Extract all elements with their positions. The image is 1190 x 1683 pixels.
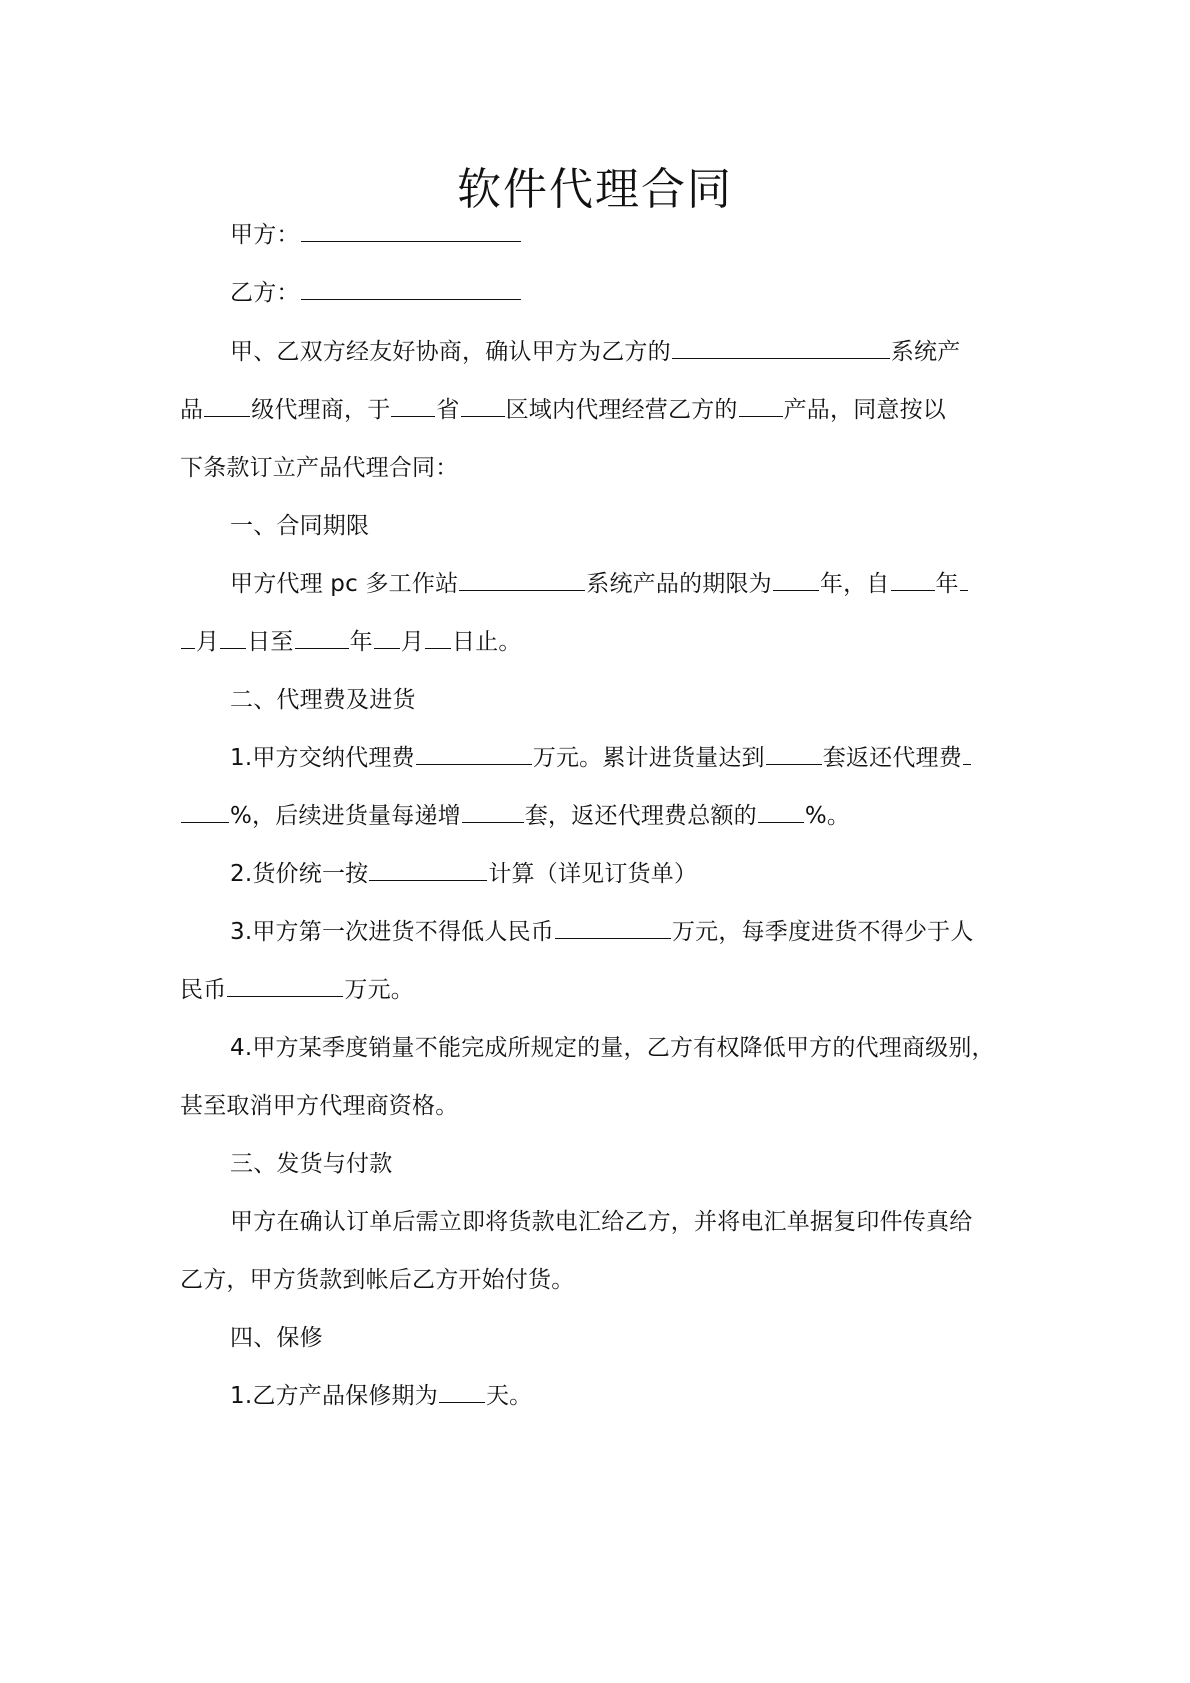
- increment-sets-blank: [462, 821, 524, 823]
- start-month-blank: [181, 647, 195, 649]
- section-2-item-4-line-1: 4.甲方某季度销量不能完成所规定的量，乙方有权降低甲方的代理商级别，: [230, 1035, 995, 1061]
- section-text: 甲方代理 pc 多工作站: [230, 571, 459, 597]
- intro-text: 甲、乙双方经友好协商，确认甲方为乙方的: [230, 339, 671, 365]
- section-1-line-1: [230, 567, 1020, 601]
- intro-line-1: [230, 335, 1020, 369]
- system-name-blank: [672, 357, 890, 359]
- intro-text: 省: [436, 397, 460, 423]
- document-title: 软件代理合同: [457, 164, 733, 215]
- section-2-item-1-line-2: [180, 799, 1020, 833]
- intro-text: 产品，同意按以: [783, 397, 947, 423]
- party-b-label: 乙方：: [230, 280, 300, 306]
- start-month-blank-part: [960, 589, 968, 591]
- section-text: 万元，每季度进货不得少于人: [671, 919, 974, 945]
- section-text: 套，返还代理费总额的: [524, 803, 757, 829]
- sets-blank: [766, 763, 822, 765]
- section-4-item-1: [230, 1379, 1020, 1413]
- years-blank: [773, 589, 819, 591]
- system-blank: [459, 589, 585, 591]
- end-day-blank: [425, 647, 451, 649]
- intro-text: 系统产: [890, 339, 961, 365]
- section-text: 日止。: [452, 629, 522, 655]
- refund-percent-blank: [181, 821, 229, 823]
- section-text: %。: [804, 803, 851, 829]
- intro-text: 区域内代理经营乙方的: [505, 397, 738, 423]
- section-2-item-3-line-2: [180, 973, 1020, 1007]
- section-1-heading: 一、合同期限: [230, 513, 370, 539]
- party-a-label: 甲方：: [230, 222, 300, 248]
- section-text: 套返还代理费: [822, 745, 962, 771]
- section-1-line-2: [180, 625, 1020, 659]
- section-text: 日至: [247, 629, 294, 655]
- section-2-heading: 二、代理费及进货: [230, 687, 416, 713]
- intro-text: 品: [180, 397, 204, 423]
- section-2-item-4-line-2: 甚至取消甲方代理商资格。: [180, 1093, 459, 1119]
- quarterly-order-blank: [227, 995, 343, 997]
- section-text: 万元。: [344, 977, 415, 1003]
- section-text: 2.货价统一按: [230, 861, 369, 887]
- intro-line-2: [180, 393, 1020, 427]
- province-blank: [391, 415, 435, 417]
- refund-percent-blank-part: [963, 763, 971, 765]
- pricing-basis-blank: [369, 879, 487, 881]
- product-blank: [739, 415, 783, 417]
- section-4-heading: 四、保修: [230, 1325, 323, 1351]
- section-2-item-2: [230, 857, 1020, 891]
- section-text: 计算（详见订货单）: [488, 861, 698, 887]
- section-text: 1.乙方产品保修期为: [230, 1383, 438, 1409]
- party-a-blank: [301, 240, 521, 242]
- section-text: 万元。累计进货量达到: [532, 745, 765, 771]
- section-3-line-2: 乙方，甲方货款到帐后乙方开始付货。: [180, 1267, 575, 1293]
- section-3-line-1: 甲方在确认订单后需立即将货款电汇给乙方，并将电汇单据复印件传真给: [230, 1209, 973, 1235]
- section-text: 月: [196, 629, 220, 655]
- end-year-blank: [295, 647, 349, 649]
- end-month-blank: [374, 647, 400, 649]
- intro-text: 级代理商，于: [251, 397, 391, 423]
- section-text: %，后续进货量每递增: [230, 803, 461, 829]
- total-percent-blank: [758, 821, 804, 823]
- region-blank: [461, 415, 505, 417]
- section-text: 年: [935, 571, 959, 597]
- section-text: 年，自: [819, 571, 890, 597]
- section-text: 民币: [180, 977, 227, 1003]
- first-order-blank: [555, 937, 671, 939]
- section-text: 月: [400, 629, 425, 655]
- party-a-line: [230, 218, 1020, 252]
- agent-level-blank: [204, 415, 250, 417]
- section-text: 1.甲方交纳代理费: [230, 745, 415, 771]
- agency-fee-blank: [416, 763, 532, 765]
- warranty-days-blank: [439, 1401, 485, 1403]
- start-day-blank: [220, 647, 246, 649]
- section-2-item-3-line-1: [230, 915, 1020, 949]
- section-text: 天。: [485, 1383, 533, 1409]
- section-text: 年: [349, 629, 373, 655]
- party-b-line: [230, 276, 1020, 310]
- intro-line-3: 下条款订立产品代理合同：: [180, 455, 459, 481]
- party-b-blank: [301, 298, 521, 300]
- start-year-blank: [891, 589, 935, 591]
- section-2-item-1-line-1: [230, 741, 1020, 775]
- section-text: 3.甲方第一次进货不得低人民币: [230, 919, 554, 945]
- section-3-heading: 三、发货与付款: [230, 1151, 393, 1177]
- section-text: 系统产品的期限为: [586, 571, 772, 597]
